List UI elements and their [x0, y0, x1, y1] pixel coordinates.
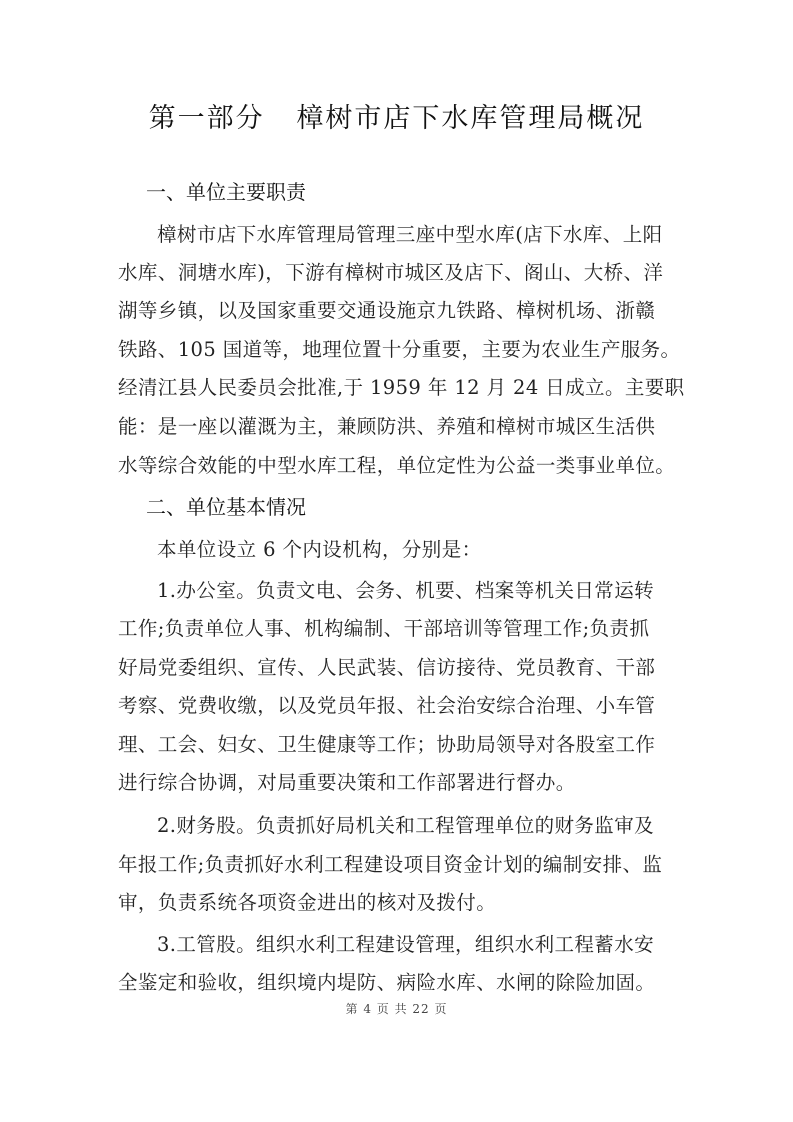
page-title: 第一部分 樟树市店下水库管理局概况	[148, 103, 645, 134]
paragraph-line: 3.工管股。组织水利工程建设管理，组织水利工程蓄水安	[157, 933, 655, 956]
paragraph-line: 水库、洞塘水库)，下游有樟树市城区及店下、阁山、大桥、洋	[118, 261, 664, 284]
paragraph-line: 进行综合协调，对局重要决策和工作部署进行督办。	[118, 771, 576, 794]
paragraph-line: 年报工作;负责抓好水利工程建设项目资金计划的编制安排、监	[118, 853, 663, 876]
paragraph-line: 考察、党费收缴，以及党员年报、社会治安综合治理、小车管	[118, 694, 656, 717]
section-heading-duties: 一、单位主要职责	[146, 180, 306, 204]
paragraph-line: 工作;负责单位人事、机构编制、干部培训等管理工作;负责抓	[118, 617, 650, 640]
paragraph-line: 经清江县人民委员会批准,于 1959 年 12 月 24 日成立。主要职	[118, 376, 685, 399]
section-heading-basic-info: 二、单位基本情况	[146, 495, 306, 519]
paragraph-line: 2.财务股。负责抓好局机关和工程管理单位的财务监审及	[157, 814, 655, 837]
paragraph-line: 本单位设立 6 个内设机构，分别是：	[157, 538, 482, 561]
paragraph-line: 好局党委组织、宣传、人民武装、信访接待、党员教育、干部	[118, 656, 656, 679]
paragraph-line: 能：是一座以灌溉为主，兼顾防洪、养殖和樟树市城区生活供	[118, 415, 656, 438]
paragraph-line: 审，负责系统各项资金进出的核对及拨付。	[118, 891, 497, 914]
paragraph-line: 全鉴定和验收，组织境内堤防、病险水库、水闸的除险加固。	[118, 971, 656, 994]
page-number: 第 4 页 共 22 页	[345, 1002, 448, 1016]
paragraph-line: 水等综合效能的中型水库工程，单位定性为公益一类事业单位。	[118, 454, 676, 477]
paragraph-line: 樟树市店下水库管理局管理三座中型水库(店下水库、上阳	[157, 223, 663, 246]
paragraph-line: 1.办公室。负责文电、会务、机要、档案等机关日常运转	[157, 579, 655, 602]
paragraph-line: 湖等乡镇，以及国家重要交通设施京九铁路、樟树机场、浙赣	[118, 299, 656, 322]
paragraph-line: 铁路、105 国道等，地理位置十分重要，主要为农业生产服务。	[118, 338, 681, 361]
paragraph-line: 理、工会、妇女、卫生健康等工作；协助局领导对各股室工作	[118, 733, 656, 756]
